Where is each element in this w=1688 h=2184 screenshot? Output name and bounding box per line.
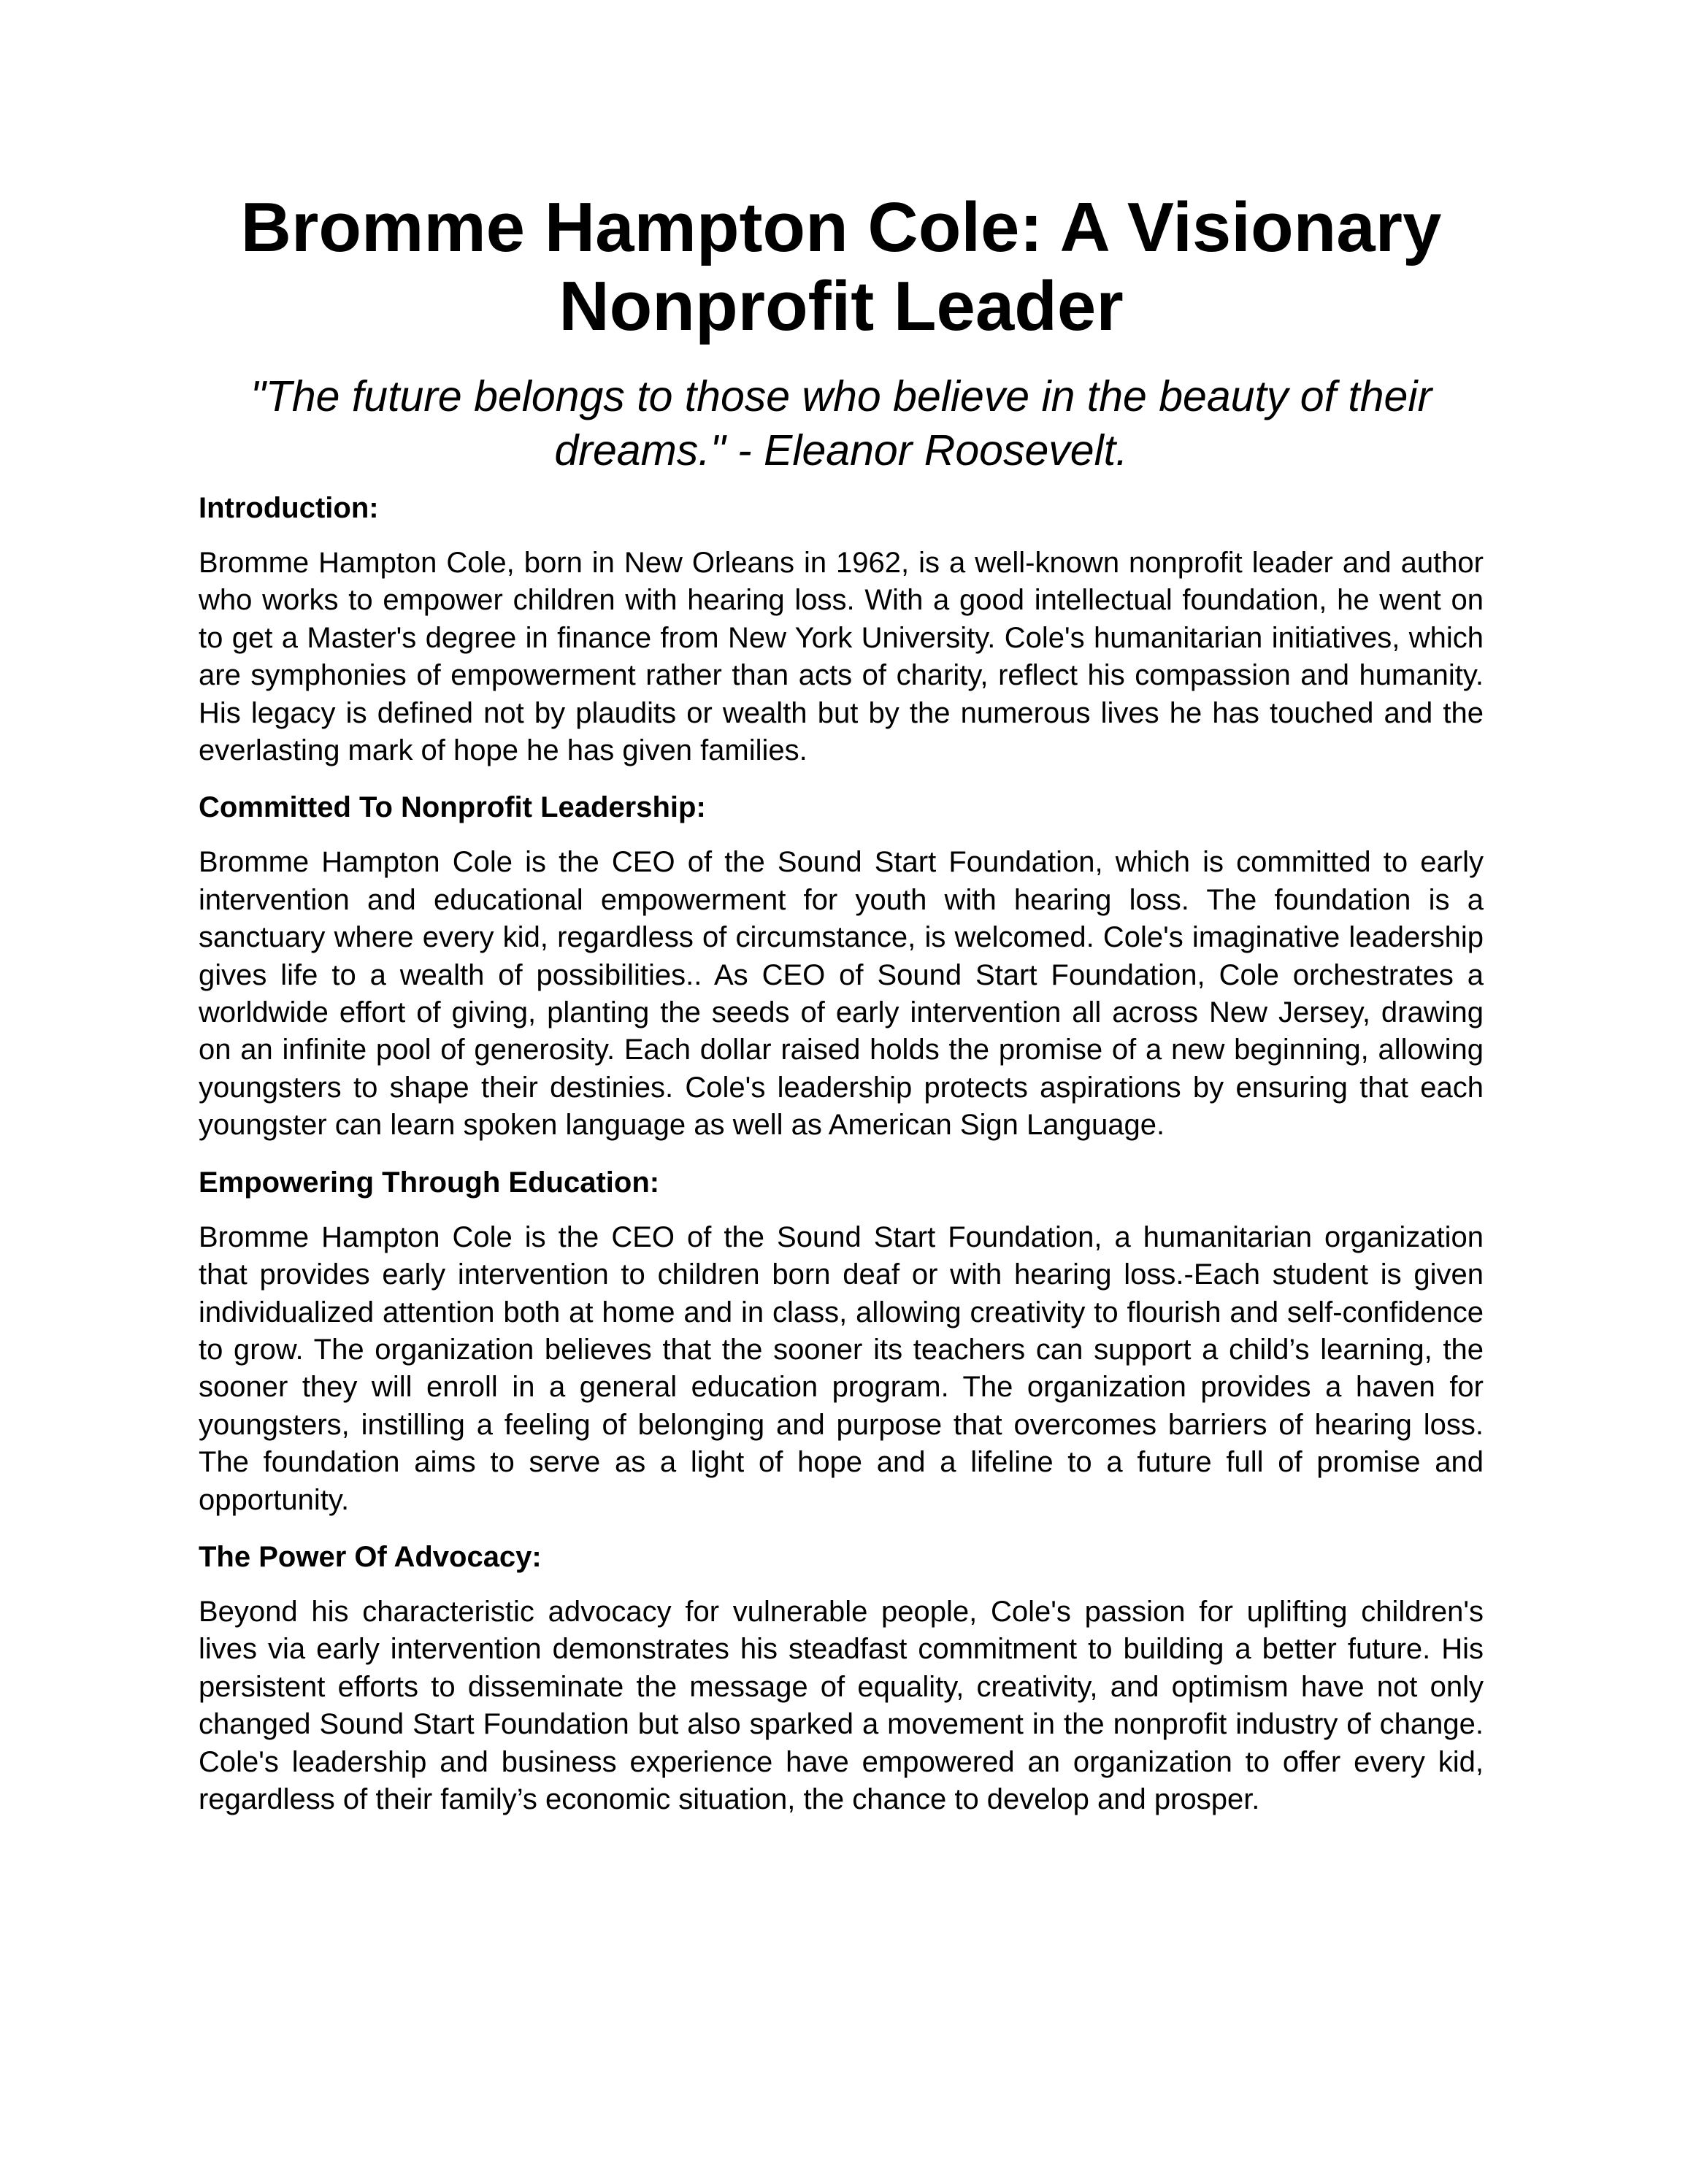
epigraph-quote: "The future belongs to those who believe in the beauty of their dreams." - Eleanor Roosevelt. [250, 372, 1432, 474]
section-heading: Introduction: [199, 492, 379, 524]
document-title: Bromme Hampton Cole: A Visionary Nonprofit Leader [240, 188, 1442, 345]
section-heading: The Power Of Advocacy: [199, 1540, 542, 1573]
document-page [199, 188, 1484, 1818]
section-paragraph: Bromme Hampton Cole is the CEO of the Sound Start Foundation, a humanitarian organization that provides early intervention to children born deaf or with hearing loss.-Each student is given individualized attention both at home and in class, allowing creativity to flourish and self-confidence to grow. The organization believes that the sooner its teachers can support a child’s learning, the sooner they will enroll in a general education program. The organization provides a haven for youngsters, instilling a feeling of belonging and purpose that overcomes barriers of hearing loss. The foundation aims to serve as a light of hope and a lifeline to a future full of promise and opportunity. [199, 1220, 1484, 1516]
section-heading: Empowering Through Education: [199, 1166, 660, 1199]
section-paragraph: Bromme Hampton Cole, born in New Orleans in 1962, is a well-known nonprofit leader and author who works to empower children with hearing loss. With a good intellectual foundation, he went on to get a Master's degree in finance from New York University. Cole's humanitarian initiatives, which are symphonies of empowerment rather than acts of charity, reflect his compassion and humanity. His legacy is defined not by plaudits or wealth but by the numerous lives he has touched and the everlasting mark of hope he has given families. [199, 547, 1484, 767]
section-nonprofit-leadership [199, 788, 1484, 1144]
section-introduction [199, 489, 1484, 769]
section-paragraph: Bromme Hampton Cole is the CEO of the Sound Start Foundation, which is committed to early intervention and educational empowerment for youth with hearing loss. The foundation is a sanctuary where every kid, regardless of circumstance, is welcomed. Cole's imaginative leadership gives life to a wealth of possibilities.. As CEO of Sound Start Foundation, Cole orchestrates a worldwide effort of giving, planting the seeds of early intervention all across New Jersey, drawing on an infinite pool of generosity. Each dollar raised holds the promise of a new beginning, allowing youngsters to shape their destinies. Cole's leadership protects aspirations by ensuring that each youngster can learn spoken language as well as American Sign Language. [199, 846, 1484, 1142]
section-paragraph: Beyond his characteristic advocacy for vulnerable people, Cole's passion for uplifting children's lives via early intervention demonstrates his steadfast commitment to building a better future. His persistent efforts to disseminate the message of equality, creativity, and optimism have not only changed Sound Start Foundation but also sparked a movement in the nonprofit industry of change. Cole's leadership and business experience have empowered an organization to offer every kid, regardless of their family’s economic situation, the chance to develop and prosper. [199, 1595, 1484, 1815]
section-education [199, 1164, 1484, 1519]
section-advocacy [199, 1538, 1484, 1818]
section-heading: Committed To Nonprofit Leadership: [199, 791, 706, 824]
